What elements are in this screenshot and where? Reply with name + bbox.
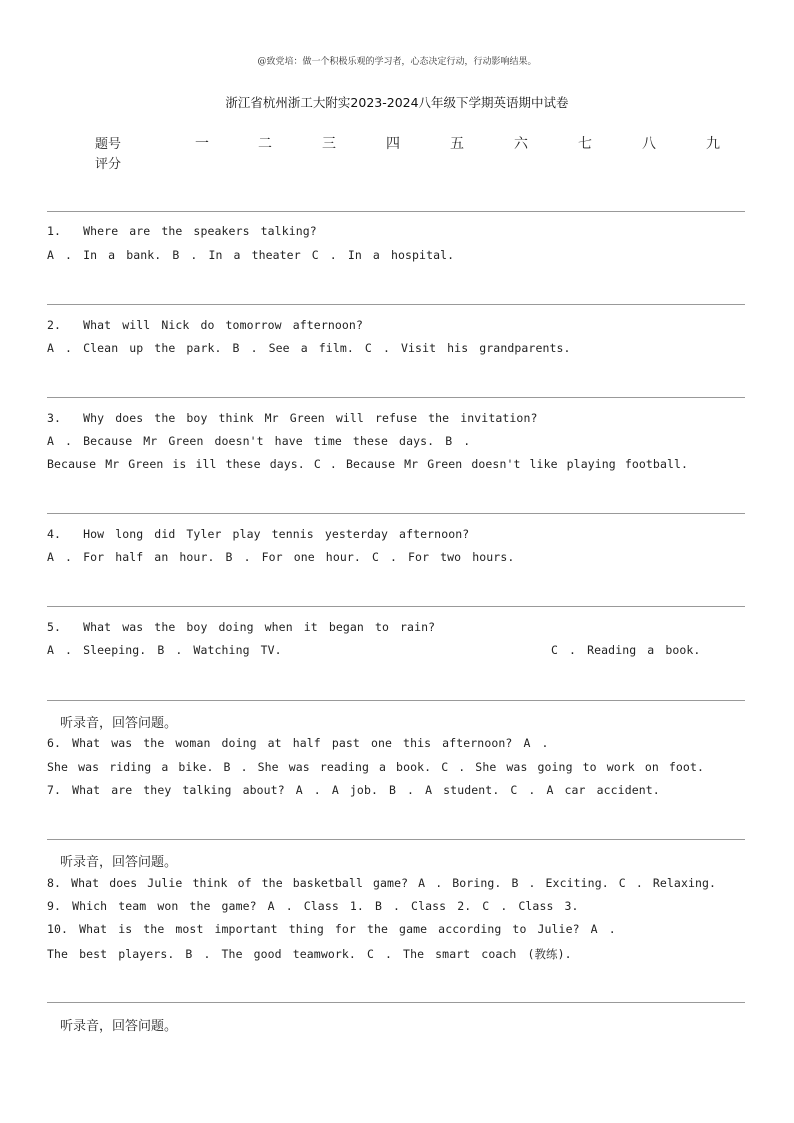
score-table-column: 四 xyxy=(386,136,400,152)
answer-options: The best players. B . The good teamwork. C . The smart coach (教练). xyxy=(47,947,572,961)
question-text: 1. Where are the speakers talking? xyxy=(47,224,317,238)
question-text: 7. What are they talking about? A . A job. B . A student. C . A car accident. xyxy=(47,783,660,797)
section-divider xyxy=(47,839,745,840)
section-divider xyxy=(47,304,745,305)
question-text: 4. How long did Tyler play tennis yesterday afternoon? xyxy=(47,527,470,541)
question-text: 6. What was the woman doing at half past one this afternoon? A . xyxy=(47,736,549,750)
section-heading: 听录音，回答问题。 xyxy=(60,855,178,870)
answer-options: A . In a bank. B . In a theater C . In a hospital. xyxy=(47,248,455,262)
question-text: 9. Which team won the game? A . Class 1. B . Class 2. C . Class 3. xyxy=(47,899,579,913)
answer-options: A . For half an hour. B . For one hour. C . For two hours. xyxy=(47,550,515,564)
question-text: 10. What is the most important thing for the game according to Julie? A . xyxy=(47,922,616,936)
answer-options: A . Clean up the park. B . See a film. C . Visit his grandparents. xyxy=(47,341,571,355)
exam-title: 浙江省杭州浙工大附实2023-2024八年级下学期英语期中试卷 xyxy=(225,95,569,110)
section-divider xyxy=(47,513,745,514)
score-table-column: 九 xyxy=(706,136,720,152)
section-heading: 听录音，回答问题。 xyxy=(60,1019,178,1034)
question-text: 2. What will Nick do tomorrow afternoon? xyxy=(47,318,363,332)
question-text: 3. Why does the boy think Mr Green will refuse the invitation? xyxy=(47,411,538,425)
section-divider xyxy=(47,606,745,607)
section-divider xyxy=(47,1002,745,1003)
section-divider xyxy=(47,211,745,212)
answer-options: C . Reading a book. xyxy=(551,643,701,657)
answer-options: A . Sleeping. B . Watching TV. xyxy=(47,643,282,657)
section-divider xyxy=(47,700,745,701)
question-text: 5. What was the boy doing when it began to rain? xyxy=(47,620,436,634)
score-table-column: 三 xyxy=(322,136,336,152)
score-table-column: 八 xyxy=(642,136,656,152)
score-table-column: 二 xyxy=(258,136,272,152)
score-table-column: 七 xyxy=(578,136,592,152)
score-table xyxy=(95,133,735,173)
score-table-column: 五 xyxy=(450,136,464,152)
answer-options: Because Mr Green is ill these days. C . Because Mr Green doesn't like playing football. xyxy=(47,457,689,471)
score-table-column: 六 xyxy=(514,136,528,152)
score-table-row-label: 题号 xyxy=(95,137,122,152)
answer-options: A . Because Mr Green doesn't have time these days. B . xyxy=(47,434,471,448)
answer-options: She was riding a bike. B . She was reading a book. C . She was going to work on foot. xyxy=(47,760,705,774)
section-divider xyxy=(47,397,745,398)
section-heading: 听录音，回答问题。 xyxy=(60,716,178,731)
score-table-column: 一 xyxy=(195,136,209,152)
page-motto: @致党培：做一个积极乐观的学习者，心态决定行动，行动影响结果。 xyxy=(257,57,537,67)
score-table-row-label: 评分 xyxy=(95,157,122,172)
question-text: 8. What does Julie think of the basketball game? A . Boring. B . Exciting. C . Relaxing. xyxy=(47,876,717,890)
